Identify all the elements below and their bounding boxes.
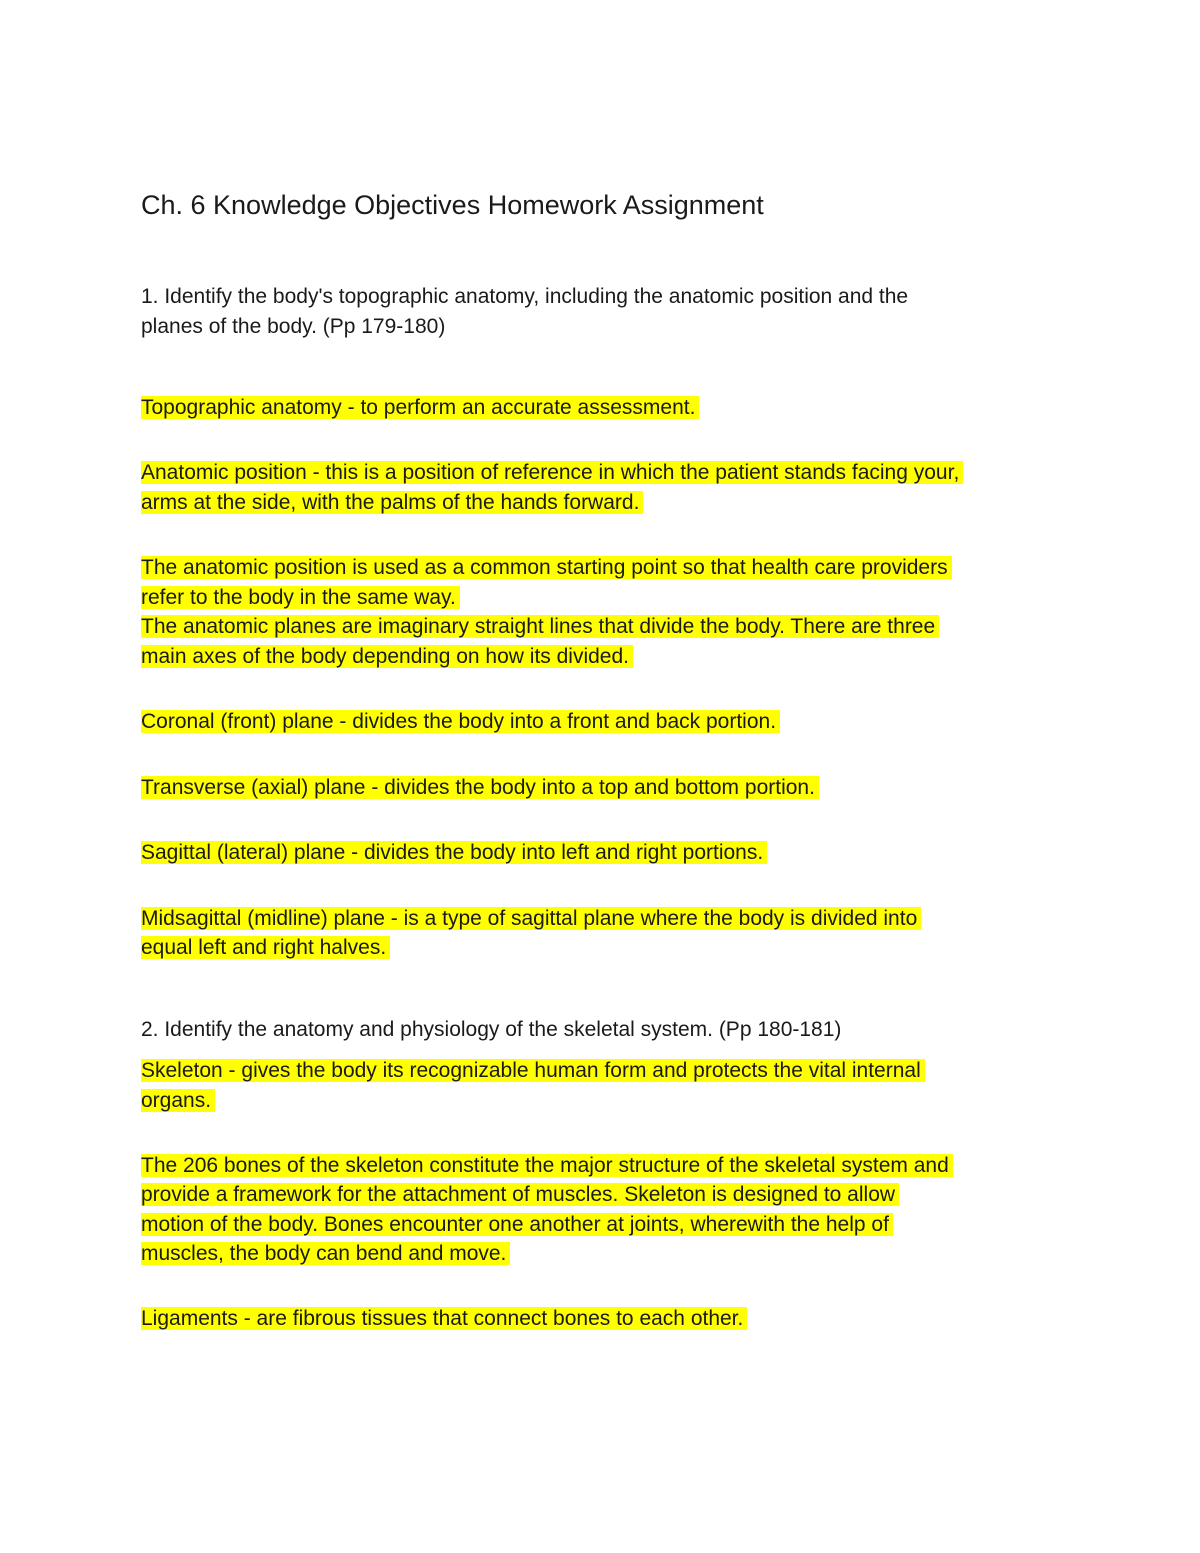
answer-topographic-anatomy: Topographic anatomy - to perform an accurate assessment. — [141, 396, 699, 419]
answer-anatomic-position-line-1: Anatomic position - this is a position of reference in which the patient stands facing your, — [141, 461, 963, 484]
question-2-line-1: 2. Identify the anatomy and physiology of the skeletal system. (Pp 180-181) — [141, 1018, 842, 1041]
answer-anatomic-position-line-2: arms at the side, with the palms of the hands forward. — [141, 491, 643, 514]
answer-common-start-line-1: The anatomic position is used as a common starting point so that health care providers — [141, 556, 952, 579]
answer-anatomic-planes-line-2: main axes of the body depending on how its divided. — [141, 645, 633, 668]
answer-coronal-plane: Coronal (front) plane - divides the body into a front and back portion. — [141, 710, 780, 733]
answer-skeleton-line-1: Skeleton - gives the body its recognizable human form and protects the vital internal — [141, 1059, 925, 1082]
answer-sagittal-plane: Sagittal (lateral) plane - divides the body into left and right portions. — [141, 841, 767, 864]
answer-bones-line-1: The 206 bones of the skeleton constitute the major structure of the skeletal system and — [141, 1154, 953, 1177]
question-1-line-1: 1. Identify the body's topographic anatomy, including the anatomic position and the — [141, 285, 909, 308]
answer-anatomic-planes-line-1: The anatomic planes are imaginary straight lines that divide the body. There are three — [141, 615, 939, 638]
answer-bones-line-2: provide a framework for the attachment of muscles. Skeleton is designed to allow — [141, 1183, 899, 1206]
page-title: Ch. 6 Knowledge Objectives Homework Assignment — [141, 190, 764, 220]
answer-skeleton-line-2: organs. — [141, 1089, 215, 1112]
answer-bones-line-3: motion of the body. Bones encounter one another at joints, wherewith the help of — [141, 1213, 893, 1236]
answer-common-start-line-2: refer to the body in the same way. — [141, 586, 460, 609]
question-1-line-2: planes of the body. (Pp 179-180) — [141, 315, 446, 338]
answer-transverse-plane: Transverse (axial) plane - divides the body into a top and bottom portion. — [141, 776, 819, 799]
answer-ligaments: Ligaments - are fibrous tissues that connect bones to each other. — [141, 1307, 747, 1330]
answer-midsagittal-line-2: equal left and right halves. — [141, 936, 390, 959]
answer-midsagittal-line-1: Midsagittal (midline) plane - is a type of sagittal plane where the body is divided into — [141, 907, 921, 930]
answer-bones-line-4: muscles, the body can bend and move. — [141, 1242, 510, 1265]
